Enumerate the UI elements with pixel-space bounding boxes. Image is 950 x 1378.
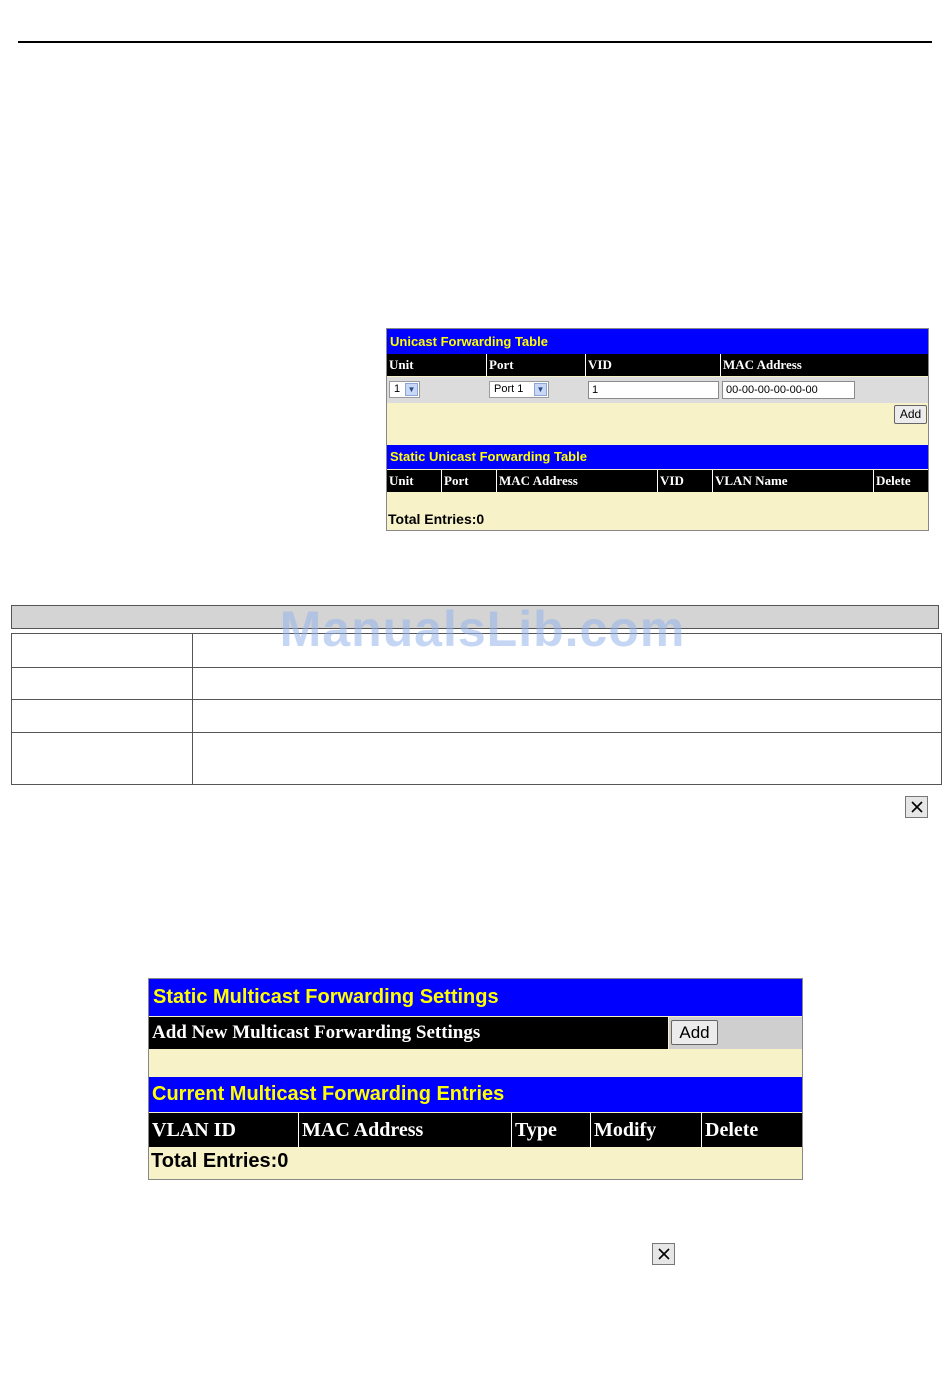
chevron-down-icon[interactable]: ▼ bbox=[405, 383, 418, 396]
col-mac-address: MAC Address bbox=[723, 357, 802, 372]
port-select-value: Port 1 bbox=[494, 383, 524, 395]
col-port: Port bbox=[487, 354, 586, 376]
param-table-row bbox=[11, 733, 942, 785]
col-vid: VID bbox=[586, 354, 721, 376]
col-unit: Unit bbox=[387, 470, 442, 492]
col-delete: Delete bbox=[876, 473, 911, 488]
mac-address-input[interactable]: 00-00-00-00-00-00 bbox=[722, 381, 855, 399]
col-mac-address: MAC Address bbox=[497, 470, 658, 492]
multicast-forwarding-panel bbox=[148, 978, 803, 1180]
param-table-row bbox=[11, 633, 942, 668]
vid-input[interactable]: 1 bbox=[588, 381, 719, 399]
port-select[interactable] bbox=[489, 381, 549, 398]
col-vlan-name: VLAN Name bbox=[713, 470, 874, 492]
chevron-down-icon[interactable]: ▼ bbox=[534, 383, 547, 396]
param-table-header bbox=[11, 605, 939, 629]
col-delete: Delete bbox=[705, 1119, 759, 1141]
col-mac-address: MAC Address bbox=[299, 1113, 512, 1147]
multicast-settings-title: Static Multicast Forwarding Settings bbox=[149, 979, 802, 1016]
unicast-forwarding-title: Unicast Forwarding Table bbox=[387, 329, 928, 354]
static-unicast-header-row bbox=[387, 470, 928, 492]
static-unicast-total-entries: Total Entries:0 bbox=[388, 511, 485, 527]
unit-select-value: 1 bbox=[394, 383, 401, 395]
col-vid: VID bbox=[658, 470, 713, 492]
watermark: ManualsLib.com bbox=[279, 601, 686, 657]
multicast-header-row bbox=[149, 1113, 802, 1147]
col-vlan-id: VLAN ID bbox=[149, 1113, 299, 1147]
col-type: Type bbox=[512, 1113, 591, 1147]
top-rule bbox=[18, 41, 932, 43]
col-unit: Unit bbox=[387, 354, 487, 376]
multicast-add-button[interactable]: Add bbox=[671, 1020, 718, 1045]
unicast-forwarding-panel bbox=[386, 328, 929, 531]
param-table-row bbox=[11, 668, 942, 700]
add-new-multicast-row bbox=[149, 1017, 668, 1049]
close-x-icon bbox=[905, 796, 928, 818]
multicast-total-entries: Total Entries:0 bbox=[151, 1150, 289, 1172]
unicast-header-row bbox=[387, 354, 928, 376]
unit-select[interactable] bbox=[389, 381, 420, 398]
col-port: Port bbox=[442, 470, 497, 492]
static-unicast-title: Static Unicast Forwarding Table bbox=[387, 445, 928, 469]
col-modify: Modify bbox=[591, 1113, 702, 1147]
add-new-multicast-label: Add New Multicast Forwarding Settings bbox=[152, 1022, 481, 1043]
param-table-row bbox=[11, 700, 942, 733]
unicast-add-button[interactable]: Add bbox=[894, 405, 927, 424]
unicast-input-row bbox=[387, 377, 928, 403]
close-x-icon bbox=[652, 1243, 675, 1265]
current-multicast-title: Current Multicast Forwarding Entries bbox=[149, 1077, 802, 1112]
